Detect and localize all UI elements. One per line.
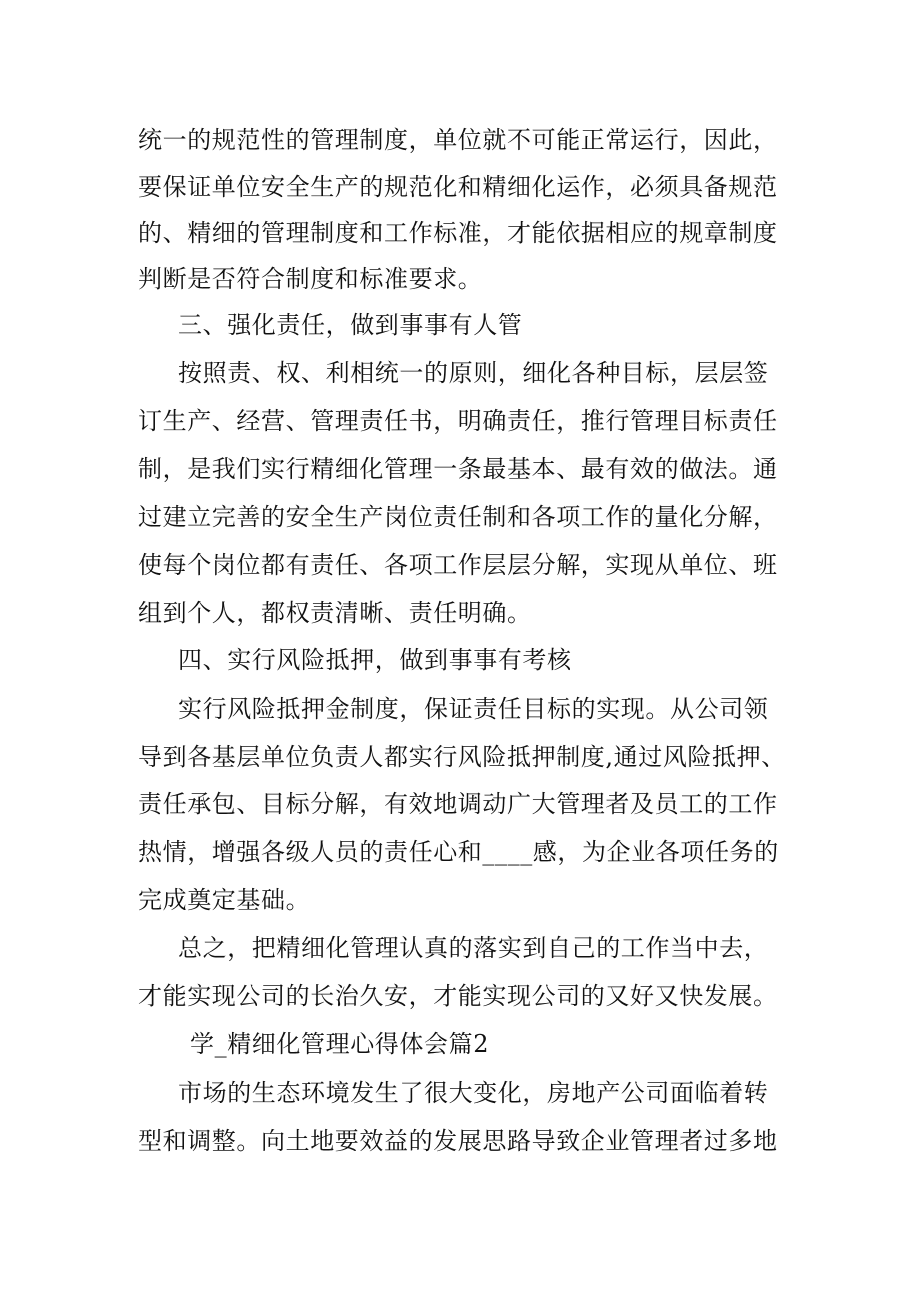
paragraph-line: 责任承包、目标分解，有效地调动广大管理者及员工的工作 [138,790,778,818]
paragraph-line: 实行风险抵押金制度，保证责任目标的实现。从公司领 [178,695,769,723]
paragraph-line: 按照责、权、利相统一的原则，细化各种目标，层层签 [178,359,769,387]
section-heading: 三、强化责任，做到事事有人管 [178,311,523,339]
paragraph-line: 统一的规范性的管理制度，单位就不可能正常运行，因此， [138,126,778,154]
paragraph-line: 才能实现公司的长治久安，才能实现公司的又好又快发展。 [138,982,778,1010]
paragraph-line: 组到个人，都权责清晰、责任明确。 [138,599,532,627]
paragraph-line: 热情，增强各级人员的责任心和____感，为企业各项任务的 [138,838,779,866]
article-title: 学_精细化管理心得体会篇2 [190,1030,490,1058]
paragraph-line: 市场的生态环境发生了很大变化，房地产公司面临着转 [178,1079,769,1107]
section-heading: 四、实行风险抵押，做到事事有考核 [178,646,572,674]
paragraph-line: 的、精细的管理制度和工作标准，才能依据相应的规章制度 [138,219,778,247]
paragraph-line: 订生产、经营、管理责任书，明确责任，推行管理目标责任 [138,407,778,435]
paragraph-line: 总之，把精细化管理认真的落实到自己的工作当中去， [178,934,769,962]
paragraph-line: 型和调整。向土地要效益的发展思路导致企业管理者过多地 [138,1127,778,1155]
paragraph-line: 要保证单位安全生产的规范化和精细化运作，必须具备规范 [138,173,778,201]
paragraph-line: 完成奠定基础。 [138,886,311,914]
paragraph-line: 制，是我们实行精细化管理一条最基本、最有效的做法。通 [138,455,778,483]
paragraph-line: 导到各基层单位负责人都实行风险抵押制度,通过风险抵押、 [138,743,786,771]
paragraph-line: 判断是否符合制度和标准要求。 [138,265,483,293]
paragraph-line: 过建立完善的安全生产岗位责任制和各项工作的量化分解， [138,503,778,531]
paragraph-line: 使每个岗位都有责任、各项工作层层分解，实现从单位、班 [138,551,778,579]
